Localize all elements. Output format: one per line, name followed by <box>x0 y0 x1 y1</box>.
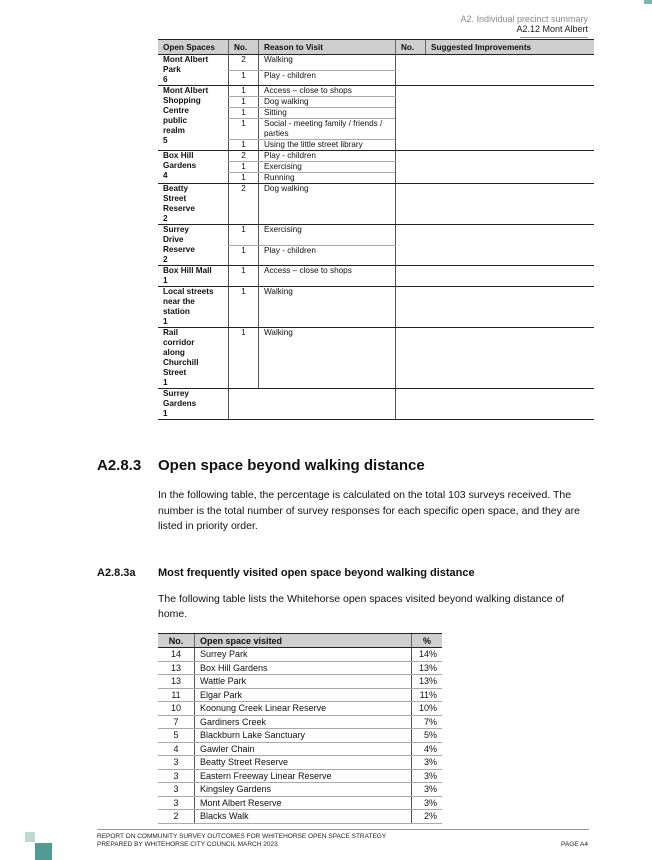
reason-text: Dog walking <box>259 97 396 108</box>
visit-percent: 3% <box>412 769 443 783</box>
open-space-name-line: Surrey <box>163 389 189 398</box>
reason-count: 1 <box>229 225 259 246</box>
visit-percent: 7% <box>412 715 443 729</box>
open-space-name-line: Churchill <box>163 358 199 367</box>
suggested-improvements-cell <box>396 225 595 266</box>
open-space-name-line: Beatty <box>163 184 189 193</box>
table-row <box>158 769 442 783</box>
footer-rule <box>97 829 589 830</box>
reason-text: Access – close to shops <box>259 266 396 287</box>
visit-percent: 3% <box>412 783 443 797</box>
table-row <box>158 729 442 743</box>
open-space-name-line: Box Hill Mall <box>163 266 212 275</box>
table-row <box>158 184 594 225</box>
reason-text: Exercising <box>259 162 396 173</box>
reason-text: Walking <box>259 55 396 71</box>
reason-count: 1 <box>229 119 259 140</box>
open-space-name <box>158 86 229 151</box>
subsection-title: Most frequently visited open space beyond walking distance <box>158 567 475 579</box>
open-space-name-line: 6 <box>163 75 168 84</box>
open-space-name-line: near the station <box>163 297 195 316</box>
table-row <box>158 783 442 797</box>
col-no-2: No. <box>396 40 426 55</box>
open-space-name-line: Gardens <box>163 399 197 408</box>
reason-count: 1 <box>229 328 259 389</box>
open-space-name <box>158 328 229 389</box>
open-space-name-line: 2 <box>163 255 168 264</box>
table-row <box>158 151 594 162</box>
open-space-name <box>158 55 229 86</box>
suggested-improvements-cell <box>396 86 595 151</box>
visit-percent: 11% <box>412 688 443 702</box>
footer-line-1: REPORT ON COMMUNITY SURVEY OUTCOMES FOR WHITEHORSE OPEN SPACE STRATEGY <box>97 833 387 840</box>
visit-percent: 14% <box>412 648 443 662</box>
reason-count: 2 <box>229 184 259 225</box>
reason-text: Dog walking <box>259 184 396 225</box>
open-space-visited: Surrey Park <box>195 648 412 662</box>
open-space-visited: Elgar Park <box>195 688 412 702</box>
open-space-name-line: Street <box>163 194 187 203</box>
col-percent: % <box>412 634 443 648</box>
visit-count: 2 <box>158 810 195 824</box>
reason-count: 1 <box>229 108 259 119</box>
header-section: A2. Individual precinct summary <box>460 14 588 24</box>
visit-percent: 13% <box>412 661 443 675</box>
open-space-name-line: Mont Albert <box>163 55 209 64</box>
table-row <box>158 715 442 729</box>
section-title: Open space beyond walking distance <box>158 457 425 474</box>
open-space-visited: Mont Albert Reserve <box>195 796 412 810</box>
open-space-name <box>158 151 229 184</box>
table-row <box>158 688 442 702</box>
table-row <box>158 756 442 770</box>
logo-square-dark <box>35 843 52 860</box>
visit-count: 3 <box>158 769 195 783</box>
section-number: A2.8.3 <box>97 457 142 474</box>
table-row <box>158 796 442 810</box>
open-space-visited: Wattle Park <box>195 675 412 689</box>
reason-count: 1 <box>229 162 259 173</box>
open-space-name-line: public <box>163 116 188 125</box>
open-space-visited: Kingsley Gardens <box>195 783 412 797</box>
open-spaces-table <box>158 39 594 420</box>
visit-count: 5 <box>158 729 195 743</box>
suggested-improvements-cell <box>396 266 595 287</box>
table-row <box>158 648 442 662</box>
table-row <box>158 225 594 246</box>
open-space-name-line: Drive <box>163 235 184 244</box>
visit-count: 13 <box>158 675 195 689</box>
visit-count: 10 <box>158 702 195 716</box>
reason-count: 1 <box>229 70 259 86</box>
open-space-name-line: Gardens <box>163 161 197 170</box>
visit-count: 14 <box>158 648 195 662</box>
subsection-paragraph: The following table lists the Whitehorse open spaces visited beyond walking distance of home. <box>158 593 565 620</box>
suggested-improvements-cell <box>396 55 595 86</box>
suggested-improvements-cell <box>396 151 595 184</box>
reason-text: Exercising <box>259 225 396 246</box>
visit-count: 4 <box>158 742 195 756</box>
open-space-name-line: along <box>163 348 185 357</box>
open-space-name-line: Box Hill <box>163 151 194 160</box>
reason-text: Social - meeting family / friends / parties <box>259 119 396 140</box>
reason-text: Running <box>259 173 396 184</box>
reason-count: 1 <box>229 287 259 328</box>
open-space-name-line: Shopping <box>163 96 201 105</box>
visit-count: 11 <box>158 688 195 702</box>
open-space-name-line: Surrey <box>163 225 189 234</box>
reason-text: Play - children <box>259 70 396 86</box>
open-space-name-line: Reserve <box>163 204 195 213</box>
open-space-name-line: 4 <box>163 171 168 180</box>
open-space-name-line: Mont Albert <box>163 86 209 95</box>
reason-text: Walking <box>259 328 396 389</box>
open-space-visited: Blacks Walk <box>195 810 412 824</box>
open-space-name-line: 1 <box>163 378 168 387</box>
visit-percent: 13% <box>412 675 443 689</box>
reason-text: Play - children <box>259 151 396 162</box>
beyond-walking-table <box>158 633 442 824</box>
reason-count: 2 <box>229 55 259 71</box>
open-space-name-line: Reserve <box>163 245 195 254</box>
table-row <box>158 287 594 328</box>
reason-text: Walking <box>259 287 396 328</box>
open-space-visited: Eastern Freeway Linear Reserve <box>195 769 412 783</box>
table-row <box>158 810 442 824</box>
reason-text: Play - children <box>259 245 396 266</box>
reason-count: 1 <box>229 86 259 97</box>
reason-count: 1 <box>229 140 259 151</box>
open-space-name-line: Street <box>163 368 187 377</box>
table-row <box>158 675 442 689</box>
visit-count: 3 <box>158 756 195 770</box>
col-no: No. <box>229 40 259 55</box>
open-space-name-line: Local streets <box>163 287 214 296</box>
visit-percent: 4% <box>412 742 443 756</box>
logo-square-light <box>25 832 35 842</box>
visit-count: 3 <box>158 796 195 810</box>
visit-count: 13 <box>158 661 195 675</box>
table-row <box>158 702 442 716</box>
visit-count: 3 <box>158 783 195 797</box>
header-rule <box>520 37 588 38</box>
col-count: No. <box>158 634 195 648</box>
reason-count: 1 <box>229 97 259 108</box>
suggested-improvements-cell <box>396 184 595 225</box>
table-row <box>158 661 442 675</box>
reason-text: Sitting <box>259 108 396 119</box>
open-space-name-line: 1 <box>163 276 168 285</box>
page-number: PAGE A4 <box>561 841 588 848</box>
reason-count: 2 <box>229 151 259 162</box>
visit-percent: 3% <box>412 756 443 770</box>
open-space-name-line: corridor <box>163 338 195 347</box>
table-row <box>158 389 594 420</box>
open-space-name-line: 2 <box>163 214 168 223</box>
open-space-name <box>158 287 229 328</box>
open-space-name-line: 1 <box>163 317 168 326</box>
open-space-name-line: realm <box>163 126 185 135</box>
table-row <box>158 86 594 97</box>
reason-count: 1 <box>229 266 259 287</box>
suggested-improvements-cell <box>396 389 595 420</box>
table-row <box>158 742 442 756</box>
suggested-improvements-cell <box>396 287 595 328</box>
reason-count: 1 <box>229 245 259 266</box>
reason-text: Using the little street library <box>259 140 396 151</box>
open-space-visited: Koonung Creek Linear Reserve <box>195 702 412 716</box>
table-row <box>158 266 594 287</box>
open-space-visited: Beatty Street Reserve <box>195 756 412 770</box>
col-reason: Reason to Visit <box>259 40 396 55</box>
table-row <box>158 55 594 71</box>
open-space-name <box>158 225 229 266</box>
open-space-visited: Gawler Chain <box>195 742 412 756</box>
visit-percent: 3% <box>412 796 443 810</box>
open-space-name-line: Park <box>163 65 181 74</box>
col-improvements: Suggested Improvements <box>426 40 595 55</box>
header-subsection: A2.12 Mont Albert <box>516 24 588 34</box>
corner-accent <box>644 0 652 4</box>
open-space-name <box>158 389 229 420</box>
suggested-improvements-cell <box>396 328 595 389</box>
reason-count: 1 <box>229 173 259 184</box>
visit-percent: 10% <box>412 702 443 716</box>
open-space-visited: Box Hill Gardens <box>195 661 412 675</box>
table-row <box>158 328 594 389</box>
section-paragraph: In the following table, the percentage is calculated on the total 103 surveys received. The number is the total number of survey responses for each specific open space, and they are listed in priority order. <box>158 489 580 532</box>
col-open-spaces: Open Spaces <box>158 40 229 55</box>
footer-line-2: PREPARED BY WHITEHORSE CITY COUNCIL MARCH 2023 <box>97 841 278 848</box>
visit-percent: 2% <box>412 810 443 824</box>
open-space-visited: Gardiners Creek <box>195 715 412 729</box>
subsection-number: A2.8.3a <box>97 567 136 579</box>
open-space-name-line: Rail <box>163 328 179 337</box>
open-space-name <box>158 266 229 287</box>
open-space-name-line: 1 <box>163 409 168 418</box>
empty-cell <box>229 389 396 420</box>
visit-count: 7 <box>158 715 195 729</box>
open-space-name-line: Centre <box>163 106 189 115</box>
col-space-visited: Open space visited <box>195 634 412 648</box>
open-space-name <box>158 184 229 225</box>
visit-percent: 5% <box>412 729 443 743</box>
open-space-visited: Blackburn Lake Sanctuary <box>195 729 412 743</box>
open-space-name-line: 5 <box>163 136 168 145</box>
reason-text: Access – close to shops <box>259 86 396 97</box>
